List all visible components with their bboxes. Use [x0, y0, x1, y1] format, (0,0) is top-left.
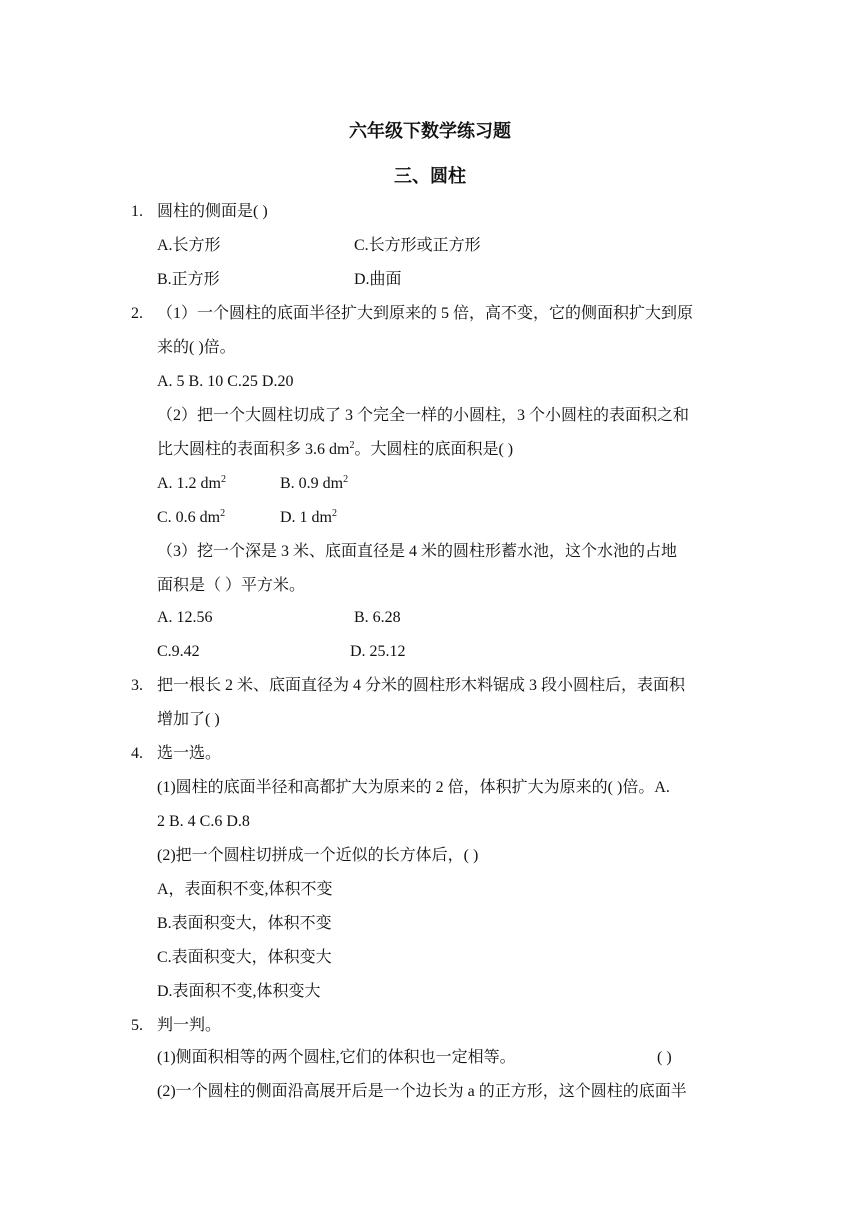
question-5-part-2-line-1: (2)一个圆柱的侧面沿高展开后是一个边长为 a 的正方形，这个圆柱的底面半 — [157, 1083, 687, 1100]
question-2-number: 2. — [131, 305, 143, 322]
question-2-part-3-option-d: D. 25.12 — [350, 643, 406, 660]
question-4-part-1-line-1: (1)圆柱的底面半径和高都扩大为原来的 2 倍，体积扩大为原来的( )倍。A. — [157, 779, 670, 796]
question-2-part-1-line-2: 来的( )倍。 — [157, 339, 236, 356]
question-2-part-3-line-2: 面积是（ ）平方米。 — [157, 577, 306, 594]
section-title: 三、圆柱 — [394, 166, 466, 186]
question-4-part-2-option-a: A，表面积不变,体积不变 — [157, 881, 333, 898]
question-4-number: 4. — [131, 745, 143, 762]
question-5-stem: 判一判。 — [157, 1017, 222, 1034]
question-3-line-1: 把一根长 2 米、底面直径为 4 分米的圆柱形木料锯成 3 段小圆柱后，表面积 — [157, 677, 686, 694]
question-2-part-1-line-1: （1）一个圆柱的底面半径扩大到原来的 5 倍，高不变，它的侧面积扩大到原 — [157, 305, 694, 322]
question-2-part-2-option-d: D. 1 $dm^2$ — [280, 508, 337, 526]
question-2-part-2-option-c: C. 0.6 $dm^2$ — [157, 508, 226, 526]
question-1-stem: 圆柱的侧面是( ) — [157, 203, 268, 220]
question-4-part-2-option-b: B.表面积变大，体积不变 — [157, 915, 332, 932]
question-4-stem: 选一选。 — [157, 745, 222, 762]
question-2-part-3-option-c: C.9.42 — [157, 643, 200, 660]
question-3-line-2: 增加了( ) — [157, 711, 220, 728]
question-5-number: 5. — [131, 1017, 143, 1034]
question-1-option-a: A.长方形 — [157, 237, 221, 254]
question-4-part-2-option-d: D.表面积不变,体积变大 — [157, 983, 321, 1000]
question-2-part-1-options: A. 5 B. 10 C.25 D.20 — [157, 373, 294, 390]
question-1-option-c: C.长方形或正方形 — [354, 237, 481, 254]
page-title: 六年级下数学练习题 — [349, 121, 511, 141]
question-2-part-3-line-1: （3）挖一个深是 3 米、底面直径是 4 米的圆柱形蓄水池，这个水池的占地 — [157, 543, 678, 560]
question-5-part-1-answer-paren: ( ) — [657, 1049, 672, 1066]
question-2-part-2-option-a: A. 1.2 $dm^2$ — [157, 474, 226, 492]
question-2-part-3-option-a: A. 12.56 — [157, 609, 213, 626]
question-1-option-d: D.曲面 — [354, 271, 402, 288]
question-4-part-2-stem: (2)把一个圆柱切拼成一个近似的长方体后，( ) — [157, 847, 479, 864]
question-2-part-2-option-b: B. 0.9 $dm^2$ — [280, 474, 349, 492]
question-2-part-2-line-2: 比大圆柱的表面积多 3.6 $dm^2$。大圆柱的底面积是( ) — [157, 440, 514, 458]
question-5-part-1: (1)侧面积相等的两个圆柱,它们的体积也一定相等。 — [157, 1049, 516, 1066]
question-2-part-3-option-b: B. 6.28 — [354, 609, 401, 626]
question-3-number: 3. — [131, 677, 143, 694]
question-4-part-2-option-c: C.表面积变大，体积变大 — [157, 949, 332, 966]
question-1-number: 1. — [131, 203, 143, 220]
question-4-part-1-line-2: 2 B. 4 C.6 D.8 — [157, 813, 250, 830]
question-1-option-b: B.正方形 — [157, 271, 220, 288]
question-2-part-2-line-1: （2）把一个大圆柱切成了 3 个完全一样的小圆柱，3 个小圆柱的表面积之和 — [157, 407, 690, 424]
